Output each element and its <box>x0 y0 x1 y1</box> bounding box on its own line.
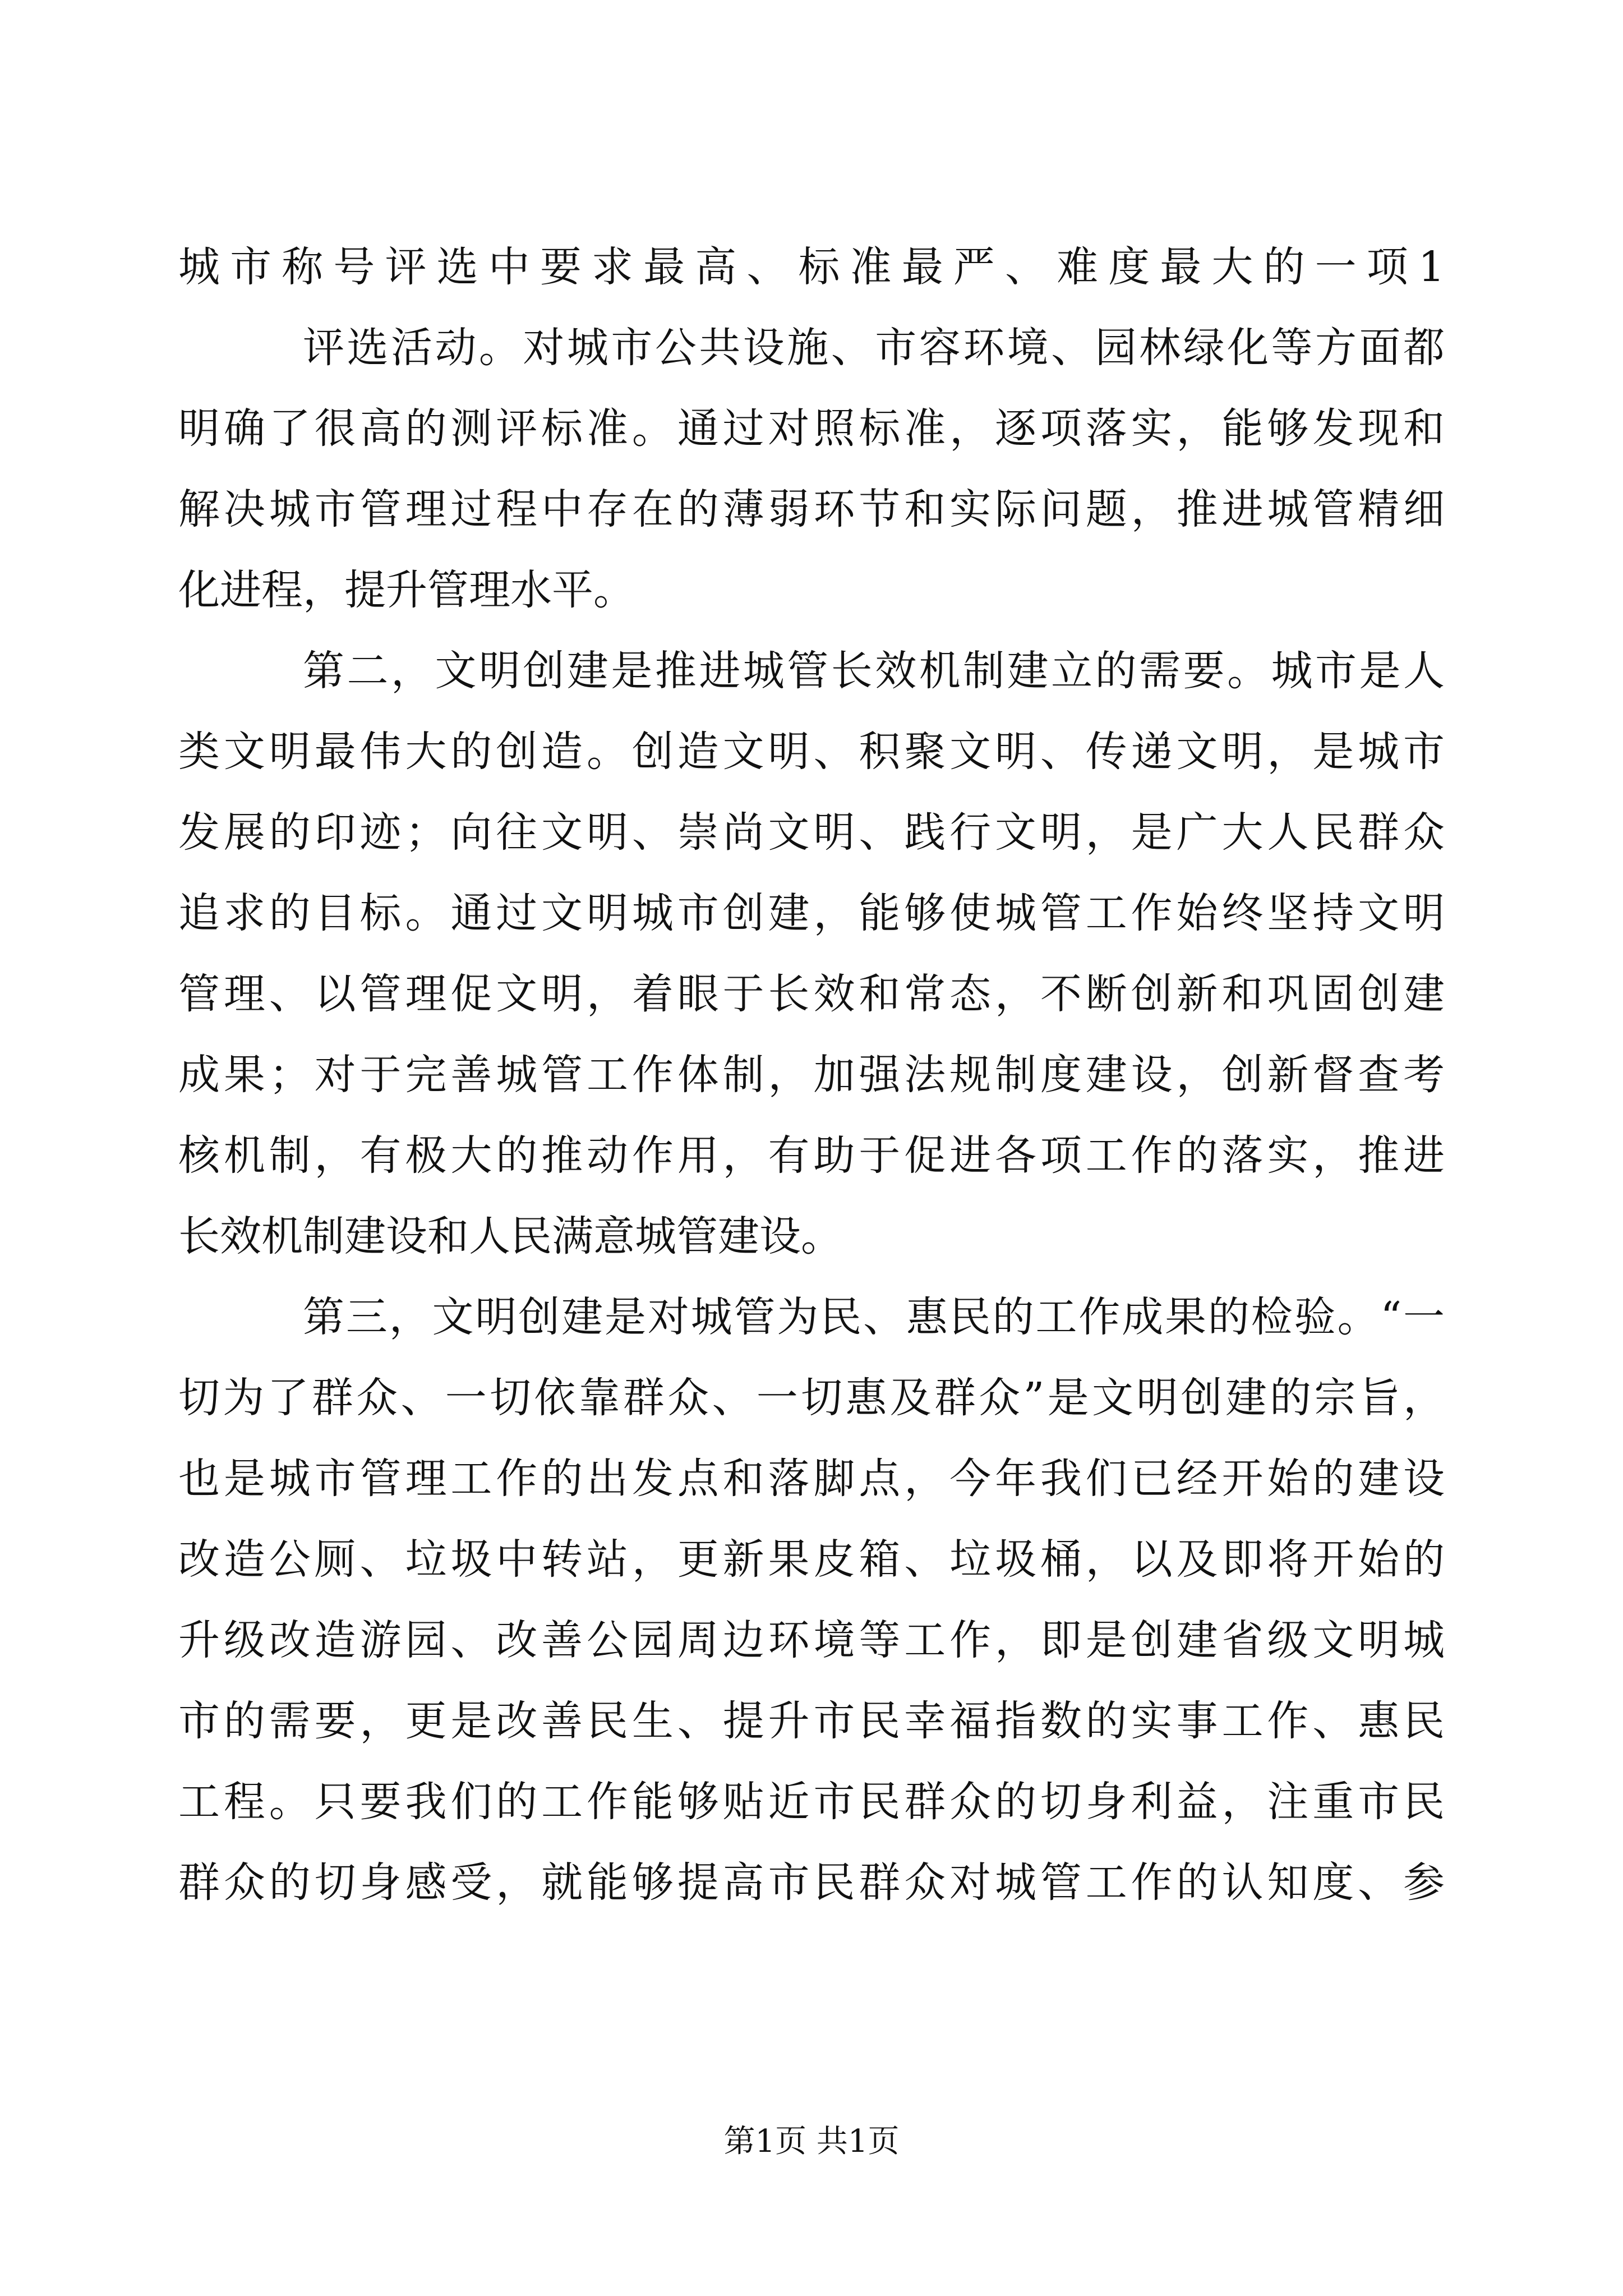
text-line: 成果；对于完善城管工作体制，加强法规制度建设，创新督查考 <box>178 1051 1445 1099</box>
text-line: 化进程，提升管理水平。 <box>178 566 635 614</box>
text-line: 追求的目标。通过文明城市创建，能够使城管工作始终坚持文明 <box>178 889 1445 937</box>
page-footer <box>0 2119 1623 2164</box>
text-line: 城市称号评选中要求最高、标准最严、难度最大的一项1 <box>178 243 1445 291</box>
text-line: 市的需要，更是改善民生、提升市民幸福指数的实事工作、惠民 <box>178 1697 1445 1745</box>
text-line: 核机制，有极大的推动作用，有助于促进各项工作的落实，推进 <box>178 1131 1445 1180</box>
text-line: 类文明最伟大的创造。创造文明、积聚文明、传递文明，是城市 <box>178 728 1445 776</box>
text-line: 第三，文明创建是对城管为民、惠民的工作成果的检验。“一 <box>303 1293 1445 1341</box>
text-line: 工程。只要我们的工作能够贴近市民群众的切身利益，注重市民 <box>178 1778 1445 1826</box>
text-line: 解决城市管理过程中存在的薄弱环节和实际问题，推进城管精细 <box>178 485 1445 533</box>
text-line: 长效机制建设和人民满意城管建设。 <box>178 1212 842 1260</box>
text-line: 改造公厕、垃圾中转站，更新果皮箱、垃圾桶，以及即将开始的 <box>178 1535 1445 1584</box>
text-line: 评选活动。对城市公共设施、市容环境、园林绿化等方面都 <box>303 324 1445 372</box>
text-line: 也是城市管理工作的出发点和落脚点，今年我们已经开始的建设 <box>178 1455 1445 1503</box>
document-body <box>178 227 1445 1923</box>
text-line: 管理、以管理促文明，着眼于长效和常态，不断创新和巩固创建 <box>178 970 1445 1018</box>
text-line: 切为了群众、一切依靠群众、一切惠及群众”是文明创建的宗旨， <box>178 1374 1445 1422</box>
text-line: 第二，文明创建是推进城管长效机制建立的需要。城市是人 <box>303 647 1445 695</box>
text-line: 群众的切身感受，就能够提高市民群众对城管工作的认知度、参 <box>178 1858 1445 1907</box>
text-line: 升级改造游园、改善公园周边环境等工作，即是创建省级文明城 <box>178 1616 1445 1664</box>
text-line: 明确了很高的测评标准。通过对照标准，逐项落实，能够发现和 <box>178 404 1445 453</box>
page-number: 第1页 共1页 <box>723 2123 900 2160</box>
text-line: 发展的印迹；向往文明、崇尚文明、践行文明，是广大人民群众 <box>178 808 1445 857</box>
